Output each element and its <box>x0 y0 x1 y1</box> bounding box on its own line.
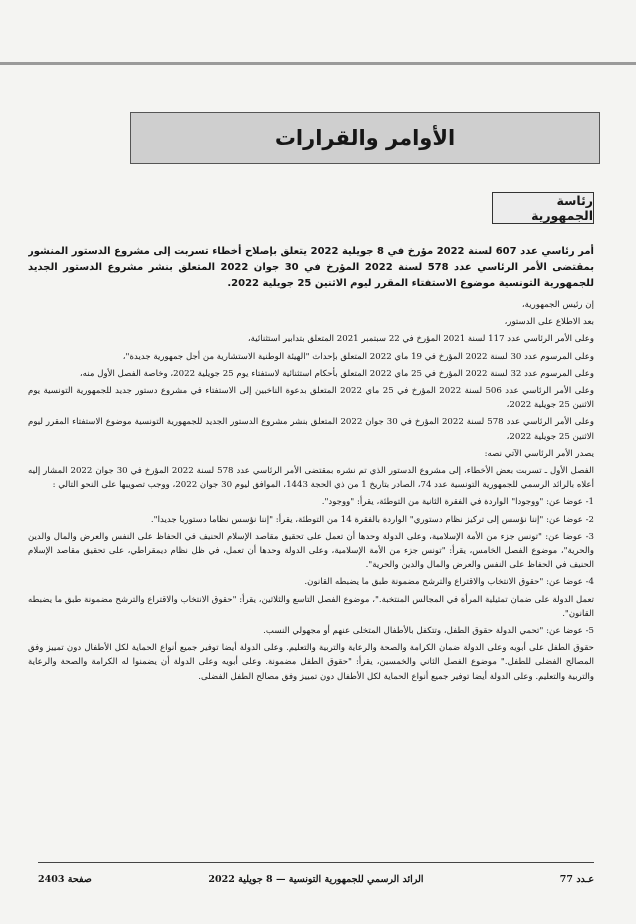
correction-item-continued: تعمل الدولة على ضمان تمثيلية المرأة في المجالس المنتخبة."، موضوع الفصل التاسع والثلاثين، يقرأ: "حقوق الانتخاب والاقتراع والترشح مضمونة طبق ما يضبطه القانون". <box>28 594 594 619</box>
correction-item: 2- عوضا عن: "إننا نؤسس إلى تركيز نظام دستوري" الواردة بالفقرة 14 من التوطئة، يقرأ: "إننا نؤسس نظاما دستوريا جديدا". <box>150 514 594 525</box>
enactment-line: يصدر الأمر الرئاسي الآتي نصه: <box>484 448 594 459</box>
correction-item: 5- عوضا عن: "تحمي الدولة حقوق الطفل، وتتكفل بالأطفال المتخلى عنهم أو مجهولي النسب. <box>263 626 594 637</box>
preamble-line: وعلى الأمر الرئاسي عدد 117 لسنة 2021 المؤرخ في 22 سبتمبر 2021 المتعلق بتدابير استثنائية، <box>247 334 594 345</box>
decree-heading: أمر رئاسي عدد 607 لسنة 2022 مؤرخ في 8 جويلية 2022 يتعلق بإصلاح أخطاء تسربت إلى مشروع الدستور المنشور بمقتضى الأمر الرئاسي عدد 578 لسنة 2022 المؤرخ في 30 جوان 2022 المتعلق بنشر مشروع الدستور الجديد للجمهورية التونسية موضوع الاستفتاء المقرر ليوم الاثنين 25 جويلية 2022. <box>28 246 594 289</box>
correction-item-continued: حقوق الطفل على أبويه وعلى الدولة ضمان الكرامة والصحة والرعاية والتربية والتعليم. وعلى الدولة أيضا توفير جميع أنواع الحماية لكل الأطفال دون تمييز وفق المصالح الفضلى للطفل." موضوع الفصل الثاني والخمسين، يقرأ: "حقوق الطفل مضمونة. وعلى أبويه وعلى الدولة أن يضمنوا له الكرامة والصحة والرعاية والتربية والتعليم. وعلى الدولة أيضا توفير جميع أنواع الحماية لكل الأطفال دون تمييز وفق مصالح الطفل الفضلى. <box>28 643 594 682</box>
preamble-intro: إن رئيس الجمهورية، <box>521 300 594 310</box>
correction-item: 1- عوضا عن: "ووجودا" الواردة في الفقرة الثانية من التوطئة، يقرأ: "ووجود". <box>321 497 594 508</box>
decree-content <box>28 244 594 854</box>
preamble-line: وعلى المرسوم عدد 32 لسنة 2022 المؤرخ في 25 ماي 2022 المتعلق بأحكام استثنائية لاستفتاء يوم 25 جويلية 2022، وخاصة الفصل الأول منه، <box>79 368 594 379</box>
correction-item: 3- عوضا عن: "تونس جزء من الأمة الإسلامية، وعلى الدولة وحدها أن تعمل على تحقيق مقاصد الإسلام الحنيف في الحفاظ على النفس والعرض والمال والدين والحرية"، موضوع الفصل الخامس، يقرأ: "تونس جزء من الأمة الإسلامية، وعلى الدولة وحدها أن تعمل، في ظل نظام ديمقراطي، على تحقيق مقاصد الإسلام الحنيف في الحفاظ على النفس والعرض والمال والدين والحرية". <box>28 531 594 571</box>
preamble-line: بعد الاطلاع على الدستور، <box>504 317 594 328</box>
subsection-title: رئاسة الجمهورية <box>531 193 593 223</box>
issue-number: عـدد 77 <box>559 874 594 885</box>
page-number: صفحة 2403 <box>38 874 92 885</box>
article-one: الفصل الأول ـ تسربت بعض الأخطاء، إلى مشروع الدستور الذي تم نشره بمقتضى الأمر الرئاسي عدد 578 لسنة 2022 المؤرخ في 30 جوان 2022 المشار إليه أعلاه بالرائد الرسمي للجمهورية التونسية عدد 74، الصادر بتاريخ 1 من ذي الحجة 1443، الموافق ليوم 30 جوان 2022، ووجب تصويبها على النحو التالي : <box>28 466 594 491</box>
section-title: الأوامر والقرارات <box>274 126 456 150</box>
subsection-header-box <box>492 192 594 224</box>
page-footer <box>38 874 594 890</box>
correction-item: 4- عوضا عن: "حقوق الانتخاب والاقتراع والترشح مضمونة طبق ما يضبطه القانون. <box>304 577 594 588</box>
journal-title: الرائد الرسمي للجمهورية التونسية — 8 جويلية 2022 <box>208 874 424 885</box>
preamble-line: وعلى الأمر الرئاسي عدد 578 لسنة 2022 المؤرخ في 30 جوان 2022 المتعلق بنشر مشروع الدستور الجديد للجمهورية التونسية موضوع الاستفتاء المقرر ليوم الاثنين 25 جويلية 2022، <box>28 417 594 442</box>
footer-rule <box>38 862 594 863</box>
preamble-line: وعلى المرسوم عدد 30 لسنة 2022 المؤرخ في 19 ماي 2022 المتعلق بإحداث "الهيئة الوطنية الاستشارية من أجل جمهورية جديدة"، <box>122 351 594 362</box>
top-rule <box>0 62 636 65</box>
preamble-line: وعلى الأمر الرئاسي عدد 506 لسنة 2022 المؤرخ في 25 ماي 2022 المتعلق بدعوة الناخبين إلى الاستفتاء في مشروع دستور جديد للجمهورية التونسية يوم الاثنين 25 جويلية 2022، <box>28 386 594 411</box>
section-header-box <box>130 112 600 164</box>
